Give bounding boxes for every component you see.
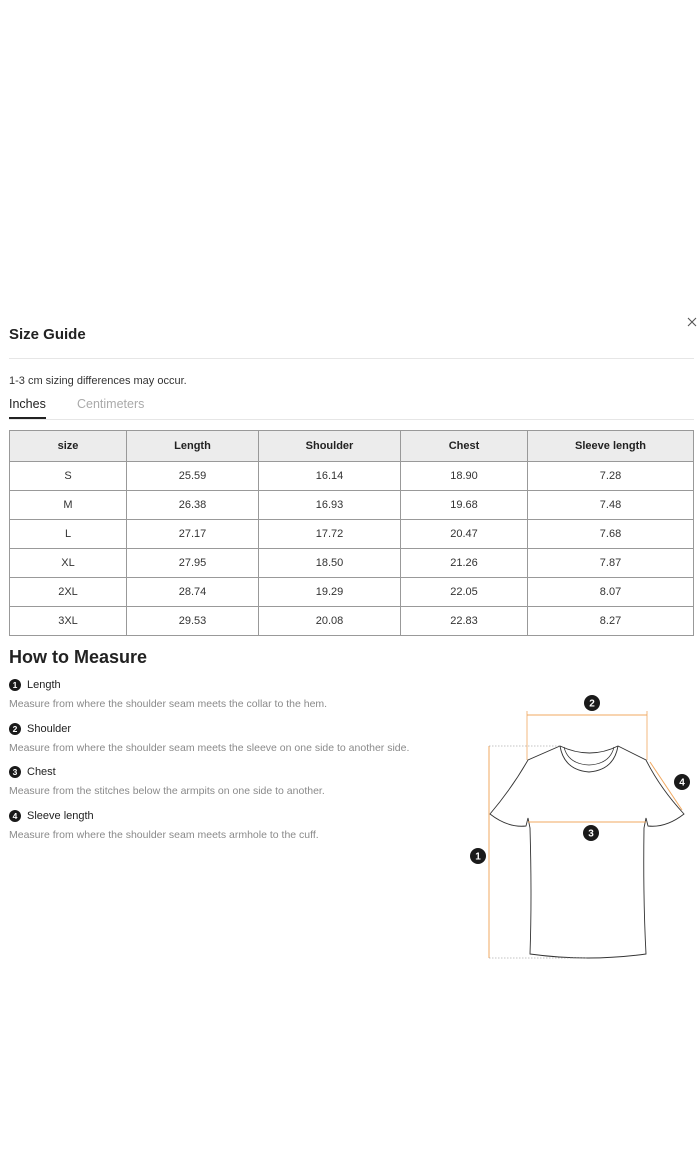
- step-label: Length: [27, 679, 61, 691]
- tshirt-outline: [490, 746, 684, 958]
- divider: [9, 358, 694, 359]
- cell-shoulder: 17.72: [259, 520, 401, 549]
- cell-size: 2XL: [10, 578, 127, 607]
- cell-sleeve-length: 8.27: [528, 607, 694, 636]
- badge-shoulder: [584, 695, 600, 711]
- tshirt-measurement-diagram: [460, 688, 700, 968]
- cell-length: 26.38: [127, 491, 259, 520]
- step-number-badge: 1: [9, 679, 21, 691]
- step-description: Measure from where the shoulder seam meets the sleeve on one side to another side.: [9, 741, 410, 754]
- cell-sleeve-length: 7.87: [528, 549, 694, 578]
- cell-sleeve-length: 7.68: [528, 520, 694, 549]
- cell-shoulder: 18.50: [259, 549, 401, 578]
- size-table: [9, 430, 694, 636]
- cell-chest: 19.68: [401, 491, 528, 520]
- sizing-note: 1-3 cm sizing differences may occur.: [9, 375, 187, 387]
- cell-shoulder: 20.08: [259, 607, 401, 636]
- step-number-badge: 4: [9, 810, 21, 822]
- step-number-badge: 3: [9, 766, 21, 778]
- step-description: Measure from the stitches below the armpits on one side to another.: [9, 785, 325, 797]
- svg-text:1: 1: [475, 851, 481, 863]
- column-header-length: Length: [127, 431, 259, 462]
- close-icon[interactable]: [686, 316, 698, 328]
- table-header-row: [10, 431, 694, 462]
- badge-length: [470, 848, 486, 864]
- column-header-shoulder: Shoulder: [259, 431, 401, 462]
- cell-sleeve-length: 7.48: [528, 491, 694, 520]
- unit-tabs: [9, 397, 694, 420]
- cell-size: 3XL: [10, 607, 127, 636]
- cell-size: L: [10, 520, 127, 549]
- tshirt-icon: [460, 688, 700, 968]
- cell-sleeve-length: 8.07: [528, 578, 694, 607]
- cell-size: XL: [10, 549, 127, 578]
- cell-chest: 22.05: [401, 578, 528, 607]
- cell-length: 25.59: [127, 462, 259, 491]
- cell-chest: 20.47: [401, 520, 528, 549]
- cell-length: 28.74: [127, 578, 259, 607]
- table-row: [10, 607, 694, 636]
- cell-chest: 22.83: [401, 607, 528, 636]
- dialog-title: Size Guide: [9, 326, 86, 343]
- cell-shoulder: 16.93: [259, 491, 401, 520]
- step-number-badge: 2: [9, 723, 21, 735]
- table-row: [10, 491, 694, 520]
- cell-shoulder: 16.14: [259, 462, 401, 491]
- column-header-sleeve-length: Sleeve length: [528, 431, 694, 462]
- tab-centimeters[interactable]: Centimeters: [77, 397, 145, 411]
- measure-steps: [9, 677, 449, 851]
- cell-size: S: [10, 462, 127, 491]
- column-header-size: size: [10, 431, 127, 462]
- step-label: Shoulder: [27, 722, 72, 735]
- measure-step-sleeve-length: [9, 808, 449, 852]
- tshirt-collar-inner: [564, 747, 614, 765]
- step-label: Sleeve length: [27, 809, 94, 822]
- measure-step-length: [9, 677, 449, 721]
- step-label: Chest: [27, 766, 56, 778]
- cell-length: 27.95: [127, 549, 259, 578]
- tab-inches[interactable]: Inches: [9, 397, 46, 419]
- svg-text:3: 3: [588, 828, 594, 840]
- svg-text:4: 4: [679, 777, 685, 789]
- table-row: [10, 549, 694, 578]
- measure-step-chest: [9, 764, 449, 808]
- badge-chest: [583, 825, 599, 841]
- measure-step-shoulder: [9, 721, 449, 765]
- svg-text:2: 2: [589, 698, 595, 710]
- how-to-measure-title: How to Measure: [9, 647, 148, 667]
- cell-shoulder: 19.29: [259, 578, 401, 607]
- column-header-chest: Chest: [401, 431, 528, 462]
- close-button[interactable]: [686, 316, 698, 328]
- step-description: Measure from where the shoulder seam meets armhole to the cuff.: [9, 828, 319, 841]
- table-row: [10, 578, 694, 607]
- table-row: [10, 520, 694, 549]
- cell-chest: 18.90: [401, 462, 528, 491]
- cell-size: M: [10, 491, 127, 520]
- table-row: [10, 462, 694, 491]
- badge-sleeve-length: [674, 774, 690, 790]
- step-description: Measure from where the shoulder seam meets the collar to the hem.: [9, 698, 328, 710]
- cell-length: 29.53: [127, 607, 259, 636]
- cell-length: 27.17: [127, 520, 259, 549]
- cell-sleeve-length: 7.28: [528, 462, 694, 491]
- cell-chest: 21.26: [401, 549, 528, 578]
